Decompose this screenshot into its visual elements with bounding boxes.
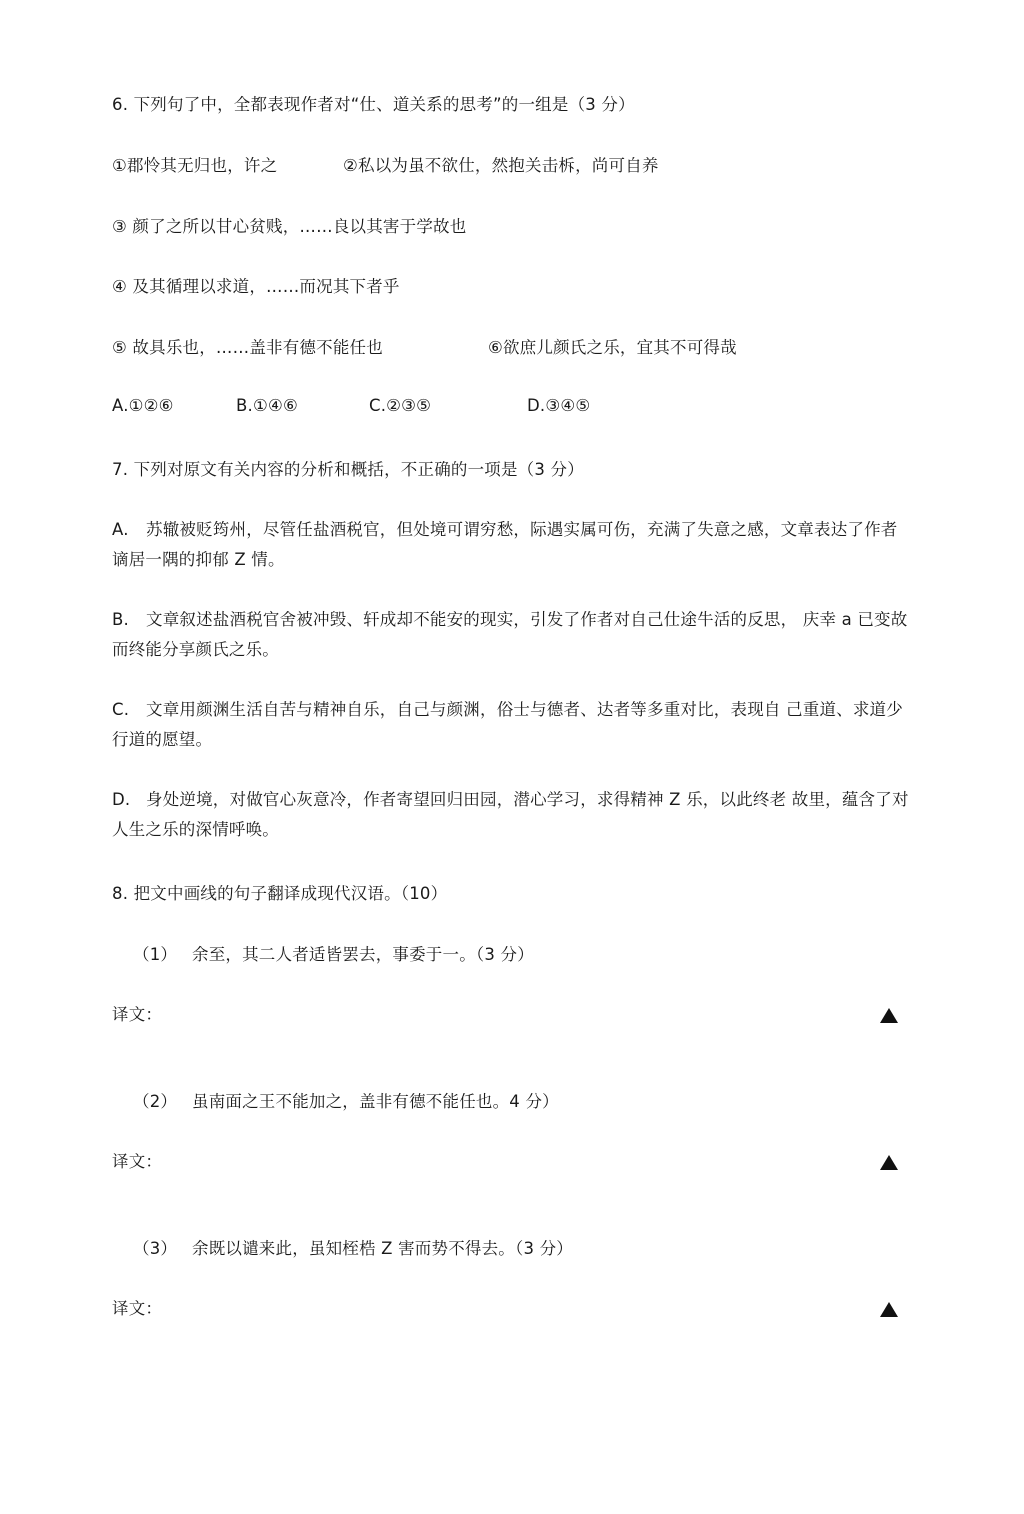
q8-item-3-answer-label: 译文： — [112, 1299, 163, 1318]
option-label: C. — [112, 700, 130, 719]
triangle-marker-icon — [880, 1008, 898, 1023]
q6-item-4: ④ 及其循理以求道，……而况其下者乎 — [112, 277, 400, 296]
option-label: A. — [112, 520, 129, 539]
option-text: 身处逆境，对做官心灰意冷，作者寄望回归田园，潜心学习，求得精神 Z 乐，以此终老 故里，蕴含了对人生之乐的深情呼唤。 — [112, 790, 909, 839]
q7-option-d — [112, 785, 912, 845]
option-label: B. — [112, 610, 129, 629]
q8-item-2-number: （2） — [133, 1092, 178, 1111]
q8-stem: 8. 把文中画线的句子翻译成现代汉语。（10） — [112, 884, 448, 903]
option-label: D. — [112, 790, 131, 809]
q6-item-1: ①郡怜其无归也，许之 — [112, 156, 278, 175]
q8-item-1-text: 余至，其二人者适皆罢去，事委于一。（3 分） — [192, 945, 534, 964]
q7-option-a — [112, 515, 912, 575]
q6-choice-c: C.②③⑤ — [369, 396, 432, 415]
option-text: 苏辙被贬筠州，尽管任盐酒税官，但处境可谓穷愁，际遇实属可伤，充满了失意之感，文章表达了作者谪居一隅的抑郁 Z 情。 — [112, 520, 898, 569]
q6-choice-b: B.①④⑥ — [236, 396, 298, 415]
q8-item-2-answer-label: 译文： — [112, 1152, 163, 1171]
q6-choice-a: A.①②⑥ — [112, 396, 174, 415]
q6-item-5: ⑤ 故具乐也，……盖非有德不能任也 — [112, 338, 383, 357]
option-text: 文章用颜渊生活自苦与精神自乐，自己与颜渊，俗士与德者、达者等多重对比，表现自 己重道、求道少行道的愿望。 — [112, 700, 903, 749]
q8-item-3-text: 余既以谴来此，虽知桎梏 Z 害而势不得去。（3 分） — [192, 1239, 573, 1258]
q7-option-b — [112, 605, 912, 665]
option-text: 文章叙述盐酒税官舍被冲毁、轩成却不能安的现实，引发了作者对自己仕途牛活的反思， 庆幸 a 已变故而终能分享颜氏之乐。 — [112, 610, 908, 659]
q7-option-c — [112, 695, 912, 755]
q7-stem: 7. 下列对原文有关内容的分析和概括，不正确的一项是（3 分） — [112, 460, 584, 479]
q8-item-3-number: （3） — [133, 1239, 178, 1258]
q6-choice-d: D.③④⑤ — [527, 396, 591, 415]
q8-item-1-number: （1） — [133, 945, 178, 964]
q6-item-2: ②私以为虽不欲仕，然抱关击柝，尚可自养 — [343, 156, 659, 175]
triangle-marker-icon — [880, 1302, 898, 1317]
triangle-marker-icon — [880, 1155, 898, 1170]
q8-item-1-answer-label: 译文： — [112, 1005, 163, 1024]
q6-item-3: ③ 颜了之所以甘心贫贱，……良以其害于学故也 — [112, 217, 467, 236]
q6-stem: 6. 下列句了中，全都表现作者对“仕、道关系的思考”的一组是（3 分） — [112, 95, 635, 114]
q6-item-6: ⑥欲庶儿颜氏之乐，宜其不可得哉 — [488, 338, 737, 357]
q8-item-2-text: 虽南面之王不能加之，盖非有德不能任也。4 分） — [192, 1092, 559, 1111]
